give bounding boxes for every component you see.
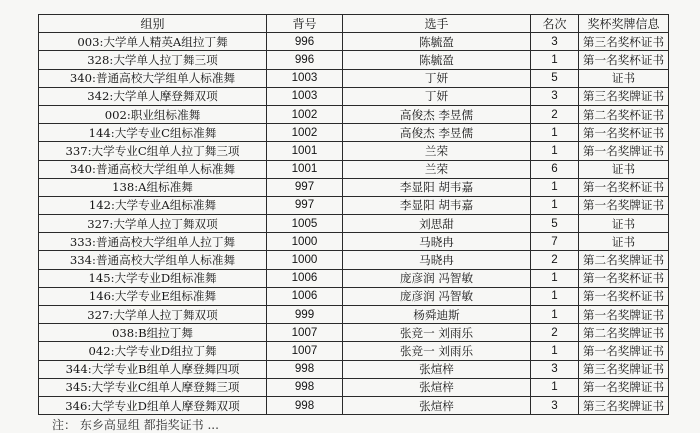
footnote: 注： 东乡高显组 都指奖证书 ...: [52, 418, 219, 432]
cell-award: 第二名奖牌证书: [579, 251, 669, 269]
cell-rank: 3: [531, 33, 579, 51]
table-row: [39, 324, 669, 342]
cell-rank: 1: [531, 196, 579, 214]
cell-group: 334:普通高校大学组单人标准舞: [39, 251, 267, 269]
table-row: [39, 378, 669, 396]
cell-rank: 2: [531, 324, 579, 342]
table-row: [39, 142, 669, 160]
cell-player: 丁妍: [343, 69, 531, 87]
header-rank: 名次: [531, 15, 579, 33]
cell-player: 陈毓盈: [343, 33, 531, 51]
cell-bib: 999: [267, 306, 343, 324]
cell-award: 第一名奖杯证书: [579, 287, 669, 305]
cell-award: 第二名奖杯证书: [579, 105, 669, 123]
cell-player: 马晓冉: [343, 251, 531, 269]
cell-player: 马晓冉: [343, 233, 531, 251]
cell-bib: 1007: [267, 324, 343, 342]
cell-player: 张煊梓: [343, 378, 531, 396]
cell-bib: 998: [267, 360, 343, 378]
cell-award: 第三名奖牌证书: [579, 87, 669, 105]
cell-rank: 3: [531, 87, 579, 105]
cell-rank: 2: [531, 105, 579, 123]
cell-group: 340:普通高校大学组单人标准舞: [39, 160, 267, 178]
cell-group: 145:大学专业D组标准舞: [39, 269, 267, 287]
cell-bib: 1002: [267, 105, 343, 123]
cell-award: 第一名奖牌证书: [579, 306, 669, 324]
cell-bib: 1005: [267, 215, 343, 233]
cell-group: 342:大学单人摩登舞双项: [39, 87, 267, 105]
cell-award: 第一名奖牌证书: [579, 378, 669, 396]
cell-player: 刘思甜: [343, 215, 531, 233]
cell-award: 第三名奖牌证书: [579, 396, 669, 414]
cell-group: 002:职业组标准舞: [39, 105, 267, 123]
cell-bib: 1006: [267, 287, 343, 305]
cell-rank: 3: [531, 396, 579, 414]
cell-bib: 1000: [267, 251, 343, 269]
cell-award: 第一名奖杯证书: [579, 124, 669, 142]
cell-group: 042:大学专业D组拉丁舞: [39, 342, 267, 360]
cell-bib: 1002: [267, 124, 343, 142]
cell-group: 333:普通高校大学组单人拉丁舞: [39, 233, 267, 251]
cell-award: 第一名奖牌证书: [579, 142, 669, 160]
table-row: [39, 69, 669, 87]
cell-rank: 5: [531, 69, 579, 87]
table-row: [39, 360, 669, 378]
cell-bib: 1000: [267, 233, 343, 251]
cell-rank: 1: [531, 342, 579, 360]
cell-group: 337:大学专业C组单人拉丁舞三项: [39, 142, 267, 160]
cell-award: 证书: [579, 215, 669, 233]
cell-bib: 996: [267, 51, 343, 69]
table-row: [39, 178, 669, 196]
cell-group: 144:大学专业C组标准舞: [39, 124, 267, 142]
cell-award: 证书: [579, 160, 669, 178]
cell-rank: 1: [531, 287, 579, 305]
cell-player: 庞彦润 冯智敏: [343, 287, 531, 305]
cell-rank: 1: [531, 269, 579, 287]
cell-group: 344:大学专业B组单人摩登舞四项: [39, 360, 267, 378]
cell-group: 327:大学单人拉丁舞双项: [39, 306, 267, 324]
cell-award: 第三名奖杯证书: [579, 33, 669, 51]
cell-rank: 2: [531, 251, 579, 269]
cell-player: 张煊梓: [343, 396, 531, 414]
cell-rank: 1: [531, 142, 579, 160]
cell-bib: 1001: [267, 160, 343, 178]
cell-bib: 998: [267, 396, 343, 414]
cell-bib: 997: [267, 196, 343, 214]
table-row: [39, 124, 669, 142]
cell-rank: 7: [531, 233, 579, 251]
results-body: [39, 33, 669, 415]
cell-award: 第一名奖牌证书: [579, 342, 669, 360]
table-row: [39, 196, 669, 214]
cell-player: 兰荣: [343, 160, 531, 178]
cell-player: 丁妍: [343, 87, 531, 105]
table-row: [39, 105, 669, 123]
cell-group: 327:大学单人拉丁舞双项: [39, 215, 267, 233]
cell-player: 张竞一 刘雨乐: [343, 324, 531, 342]
cell-award: 第一名奖杯证书: [579, 178, 669, 196]
table-row: [39, 396, 669, 414]
cell-group: 003:大学单人精英A组拉丁舞: [39, 33, 267, 51]
cell-award: 第二名奖牌证书: [579, 324, 669, 342]
cell-bib: 1007: [267, 342, 343, 360]
cell-group: 142:大学专业A组标准舞: [39, 196, 267, 214]
header-bib: 背号: [267, 15, 343, 33]
table-row: [39, 306, 669, 324]
cell-player: 庞彦润 冯智敏: [343, 269, 531, 287]
table-row: [39, 160, 669, 178]
cell-rank: 5: [531, 215, 579, 233]
cell-player: 李显阳 胡韦嘉: [343, 178, 531, 196]
cell-rank: 3: [531, 360, 579, 378]
cell-award: 第一名奖杯证书: [579, 269, 669, 287]
cell-group: 340:普通高校大学组单人标准舞: [39, 69, 267, 87]
cell-player: 张煊梓: [343, 360, 531, 378]
table-row: [39, 342, 669, 360]
cell-player: 李显阳 胡韦嘉: [343, 196, 531, 214]
cell-player: 杨舜迪斯: [343, 306, 531, 324]
cell-rank: 1: [531, 178, 579, 196]
cell-group: 345:大学专业C组单人摩登舞三项: [39, 378, 267, 396]
table-row: [39, 287, 669, 305]
header-group: 组别: [39, 15, 267, 33]
table-row: [39, 233, 669, 251]
header-row: [39, 15, 669, 33]
cell-rank: 1: [531, 124, 579, 142]
cell-bib: 1006: [267, 269, 343, 287]
cell-award: 证书: [579, 69, 669, 87]
cell-group: 138:A组标准舞: [39, 178, 267, 196]
table-row: [39, 215, 669, 233]
cell-bib: 996: [267, 33, 343, 51]
cell-group: 146:大学专业E组标准舞: [39, 287, 267, 305]
cell-player: 张竞一 刘雨乐: [343, 342, 531, 360]
table-row: [39, 251, 669, 269]
cell-player: 兰荣: [343, 142, 531, 160]
table-row: [39, 33, 669, 51]
table-row: [39, 87, 669, 105]
cell-award: 第三名奖牌证书: [579, 360, 669, 378]
table-row: [39, 51, 669, 69]
cell-award: 第一名奖杯证书: [579, 51, 669, 69]
cell-player: 高俊杰 李昱儒: [343, 105, 531, 123]
cell-bib: 998: [267, 378, 343, 396]
cell-rank: 1: [531, 378, 579, 396]
cell-group: 346:大学专业D组单人摩登舞双项: [39, 396, 267, 414]
cell-bib: 1001: [267, 142, 343, 160]
cell-bib: 1003: [267, 87, 343, 105]
cell-rank: 6: [531, 160, 579, 178]
header-player: 选手: [343, 15, 531, 33]
header-award: 奖杯奖牌信息: [579, 15, 669, 33]
results-table: [38, 14, 669, 415]
cell-bib: 1003: [267, 69, 343, 87]
cell-group: 038:B组拉丁舞: [39, 324, 267, 342]
cell-award: 证书: [579, 233, 669, 251]
cell-player: 高俊杰 李昱儒: [343, 124, 531, 142]
cell-award: 第一名奖牌证书: [579, 196, 669, 214]
cell-bib: 997: [267, 178, 343, 196]
cell-group: 328:大学单人拉丁舞三项: [39, 51, 267, 69]
cell-player: 陈毓盈: [343, 51, 531, 69]
table-row: [39, 269, 669, 287]
cell-rank: 1: [531, 306, 579, 324]
cell-rank: 1: [531, 51, 579, 69]
